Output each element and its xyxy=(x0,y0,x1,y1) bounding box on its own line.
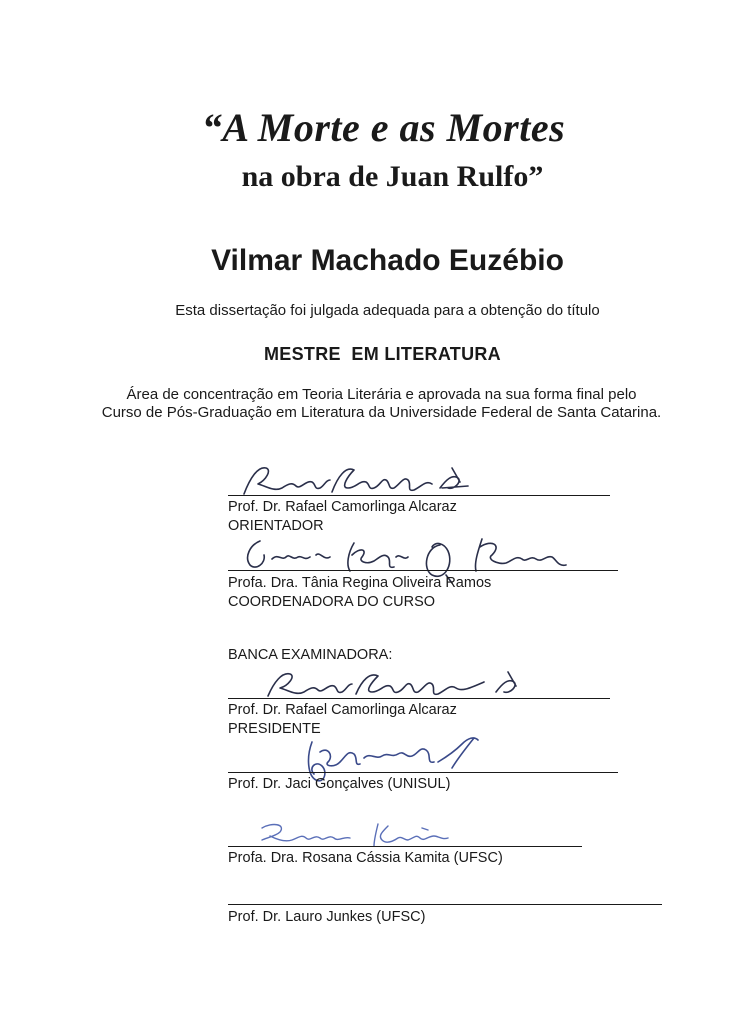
member1-signature-line xyxy=(228,772,618,773)
title-line-2: na obra de Juan Rulfo” xyxy=(241,160,544,193)
member3-name: Prof. Dr. Lauro Junkes (UFSC) xyxy=(228,909,426,925)
president-signature-line xyxy=(228,698,610,699)
title-line-1: “A Morte e as Mortes xyxy=(201,105,566,150)
committee-heading xyxy=(228,646,392,665)
member2-block xyxy=(228,849,503,868)
president-name: Prof. Dr. Rafael Camorlinga Alcaraz xyxy=(228,702,457,718)
concentration-area xyxy=(0,386,755,422)
president-role: PRESIDENTE xyxy=(228,721,321,737)
approval-statement: Esta dissertação foi julgada adequada para a obtenção do título xyxy=(175,302,600,319)
coordinator-role: COORDENADORA DO CURSO xyxy=(228,594,436,610)
concentration-area-line-2: Curso de Pós-Graduação em Literatura da Universidade Federal de Santa Catarina. xyxy=(101,404,662,421)
advisor-name: Prof. Dr. Rafael Camorlinga Alcaraz xyxy=(228,499,457,515)
concentration-area-line-1: Área de concentração em Teoria Literária e aprovada na sua forma final pelo xyxy=(126,386,637,403)
member1-block xyxy=(228,775,450,794)
coordinator-block xyxy=(228,574,491,612)
advisor-role: ORIENTADOR xyxy=(228,518,324,534)
member3-signature-line xyxy=(228,904,662,905)
degree-title: MESTRE EM LITERATURA xyxy=(264,344,501,364)
member3-block xyxy=(228,908,425,927)
member2-signature-line xyxy=(228,846,582,847)
advisor-signature-line xyxy=(228,495,610,496)
coordinator-name: Profa. Dra. Tânia Regina Oliveira Ramos xyxy=(228,575,492,591)
author-name: Vilmar Machado Euzébio xyxy=(211,244,564,277)
advisor-signature-image xyxy=(236,458,486,503)
coordinator-signature-line xyxy=(228,570,618,571)
committee-heading-label: BANCA EXAMINADORA: xyxy=(228,647,393,663)
member2-name: Profa. Dra. Rosana Cássia Kamita (UFSC) xyxy=(228,850,503,866)
member1-name: Prof. Dr. Jaci Gonçalves (UNISUL) xyxy=(228,776,451,792)
president-signature-image xyxy=(258,668,528,702)
